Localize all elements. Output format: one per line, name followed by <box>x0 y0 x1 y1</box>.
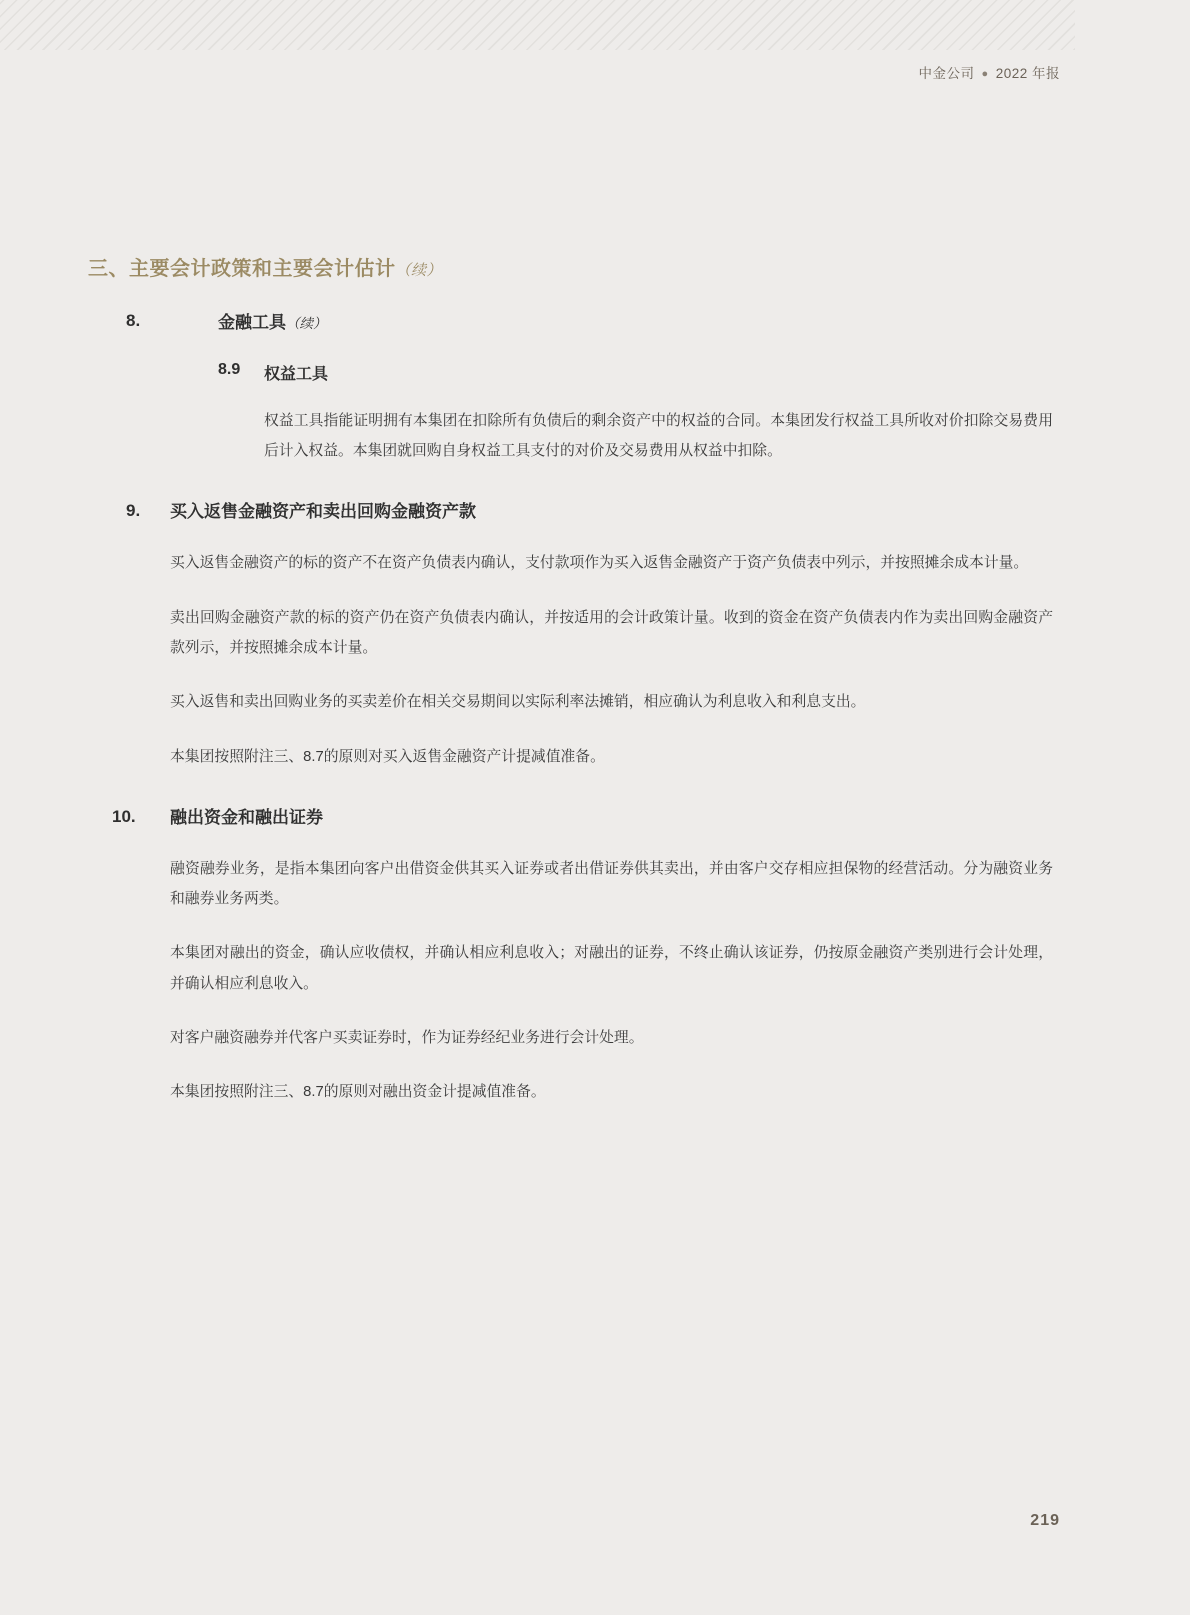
item-10-body <box>170 854 1053 1108</box>
item-9-body <box>170 548 1053 772</box>
item-10-paragraph-3: 对客户融资融券并代客户买卖证券时，作为证券经纪业务进行会计处理。 <box>170 1030 644 1046</box>
item-10-paragraph-4: 本集团按照附注三、8.7的原则对融出资金计提减值准备。 <box>170 1084 546 1101</box>
item-9-paragraph-4: 本集团按照附注三、8.7的原则对买入返售金融资产计提减值准备。 <box>170 748 605 765</box>
item-10-number: 10. <box>112 806 136 826</box>
decorative-hatch-band <box>0 0 1075 50</box>
item-9-number: 9. <box>126 501 141 521</box>
item-8-title <box>218 311 1053 335</box>
item-10-paragraph-1: 融资融券业务，是指本集团向客户出借资金供其买入证券或者出借证券供其卖出，并由客户交存相应担保物的经营活动。分为融资业务和融券业务两类。 <box>170 860 1053 908</box>
item-9-paragraph-1: 买入返售金融资产的标的资产不在资产负债表内确认，支付款项作为买入返售金融资产于资产负债表中列示，并按照摊余成本计量。 <box>170 555 1029 572</box>
item-8-9-title: 权益工具 <box>264 365 329 383</box>
header-company: 中金公司 <box>918 66 975 81</box>
item-9-block <box>88 500 1053 771</box>
section-title-continued: （续） <box>395 262 443 279</box>
item-10-title: 融出资金和融出证券 <box>170 807 323 827</box>
section-title-text: 三、主要会计政策和主要会计估计 <box>88 258 396 280</box>
item-8-title-continued: （续） <box>286 316 327 331</box>
page-header <box>919 62 1060 82</box>
item-8-number: 8. <box>126 311 141 330</box>
item-9-title: 买入返售金融资产和卖出回购金融资产款 <box>170 502 476 522</box>
item-8-9-paragraph: 权益工具指能证明拥有本集团在扣除所有负债后的剩余资产中的权益的合同。本集团发行权益工具所收对价扣除交易费用后计入权益。本集团就回购自身权益工具支付的对价及交易费用从权益中扣除。 <box>264 412 1053 460</box>
item-10-paragraph-2: 本集团对融出的资金，确认应收债权，并确认相应利息收入；对融出的证券，不终止确认该证券，仍按原金融资产类别进行会计处理，并确认相应利息收入。 <box>170 945 1053 992</box>
header-report: 2022 年报 <box>995 66 1060 81</box>
item-10-block <box>88 806 1053 1108</box>
item-8-block <box>88 311 1053 466</box>
item-9-paragraph-3: 买入返售和卖出回购业务的买卖差价在相关交易期间以实际利率法摊销，相应确认为利息收入和利息支出。 <box>170 694 866 711</box>
document-content <box>88 255 1053 1132</box>
item-9-paragraph-2: 卖出回购金融资产款的标的资产仍在资产负债表内确认，并按适用的会计政策计量。收到的资金在资产负债表内作为卖出回购金融资产款列示，并按照摊余成本计量。 <box>170 609 1053 656</box>
item-8-title-text: 金融工具 <box>218 313 286 332</box>
header-bullet-icon: ● <box>981 68 989 81</box>
item-8-9-number: 8.9 <box>218 360 241 378</box>
page-number: 219 <box>1030 1512 1060 1529</box>
item-8-9-block <box>218 361 1053 467</box>
section-title <box>88 255 1053 283</box>
